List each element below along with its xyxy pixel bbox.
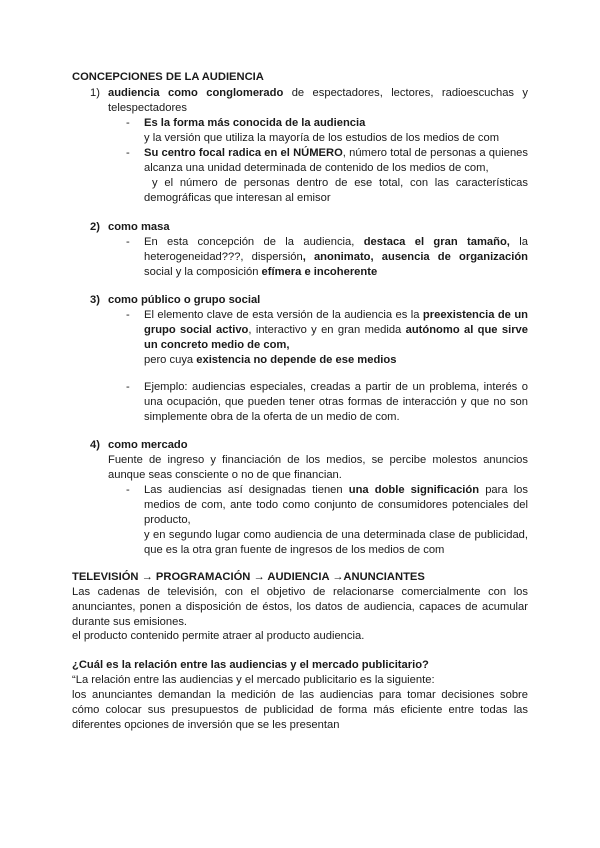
text-run: social y la composición: [144, 266, 262, 278]
section-3-bullet-1: [144, 308, 528, 368]
section-1-lead-rest: de espectadores, lectores, radioescuchas y telespectadores: [108, 87, 528, 114]
section-1-bullet-1-bold: Es la forma más conocida de la audiencia: [144, 117, 366, 129]
tv-heading: TELEVISIÓN → PROGRAMACIÓN → AUDIENCIA →ANUNCIANTES: [72, 571, 425, 583]
bold-run: existencia no depende de ese medios: [196, 354, 397, 366]
tv-paragraph-1: Las cadenas de televisión, con el objetivo de relacionarse comercialmente con los anunciantes, ponen a disposición de éstos, los datos de audiencia, capaces de acumular durante sus emisiones.: [72, 586, 528, 628]
bold-run: destaca el gran tamaño,: [363, 236, 510, 248]
section-1-bullet-2: [144, 146, 528, 206]
question-paragraph-2: los anunciantes demandan la medición de las audiencias para tomar decisiones sobre cómo colocar sus presupuestos de publicidad de forma más eficiente entre todas las diferentes opciones de inversión que se les presentan: [72, 689, 528, 731]
bold-run: , anonimato, ausencia de organización: [302, 251, 528, 263]
text-run: En esta concepción de la audiencia,: [144, 236, 364, 248]
section-1-bullet-2-cont: y el número de personas dentro de ese total, con las características demográficas que interesan al emisor: [144, 177, 528, 204]
text-run: la heterogeneidad???, dispersión: [144, 236, 528, 263]
bold-run: efímera e incoherente: [261, 266, 378, 278]
bullet-dash: -: [126, 309, 130, 321]
section-2-number: 2): [90, 221, 100, 233]
bold-run: preexistencia de un grupo social activo: [144, 309, 528, 336]
bullet-dash: -: [126, 147, 130, 159]
text-run: para los medios de com, ante todo como conjunto de consumidores potenciales del producto,: [144, 484, 528, 526]
text-run: El elemento clave de esta versión de la audiencia es la: [144, 309, 423, 321]
text-run: pero cuya: [144, 354, 197, 366]
section-4-number: 4): [90, 439, 100, 451]
bullet-dash: -: [126, 236, 130, 248]
bold-run: una doble significación: [348, 484, 480, 496]
section-4-paragraph: Fuente de ingreso y financiación de los medios, se percibe molestos anuncios aunque seas consciente o no de que financian.: [108, 454, 528, 481]
question-paragraph-1: “La relación entre las audiencias y el mercado publicitario es la siguiente:: [72, 674, 435, 686]
section-3-heading: como público o grupo social: [108, 294, 261, 306]
text-run: Las audiencias así designadas tienen: [144, 484, 349, 496]
section-2-bullet-1: [144, 235, 528, 280]
page-title: CONCEPCIONES DE LA AUDIENCIA: [72, 71, 264, 83]
bullet-dash: -: [126, 381, 130, 393]
tv-paragraph-2: el producto contenido permite atraer al producto audiencia.: [72, 630, 365, 642]
section-4-heading: como mercado: [108, 439, 188, 451]
text-run: y en segundo lugar como audiencia de una determinada clase de publicidad, que es la otra gran fuente de ingresos de los medios de com: [144, 529, 528, 556]
section-1-bullet-1-rest: y la versión que utiliza la mayoría de los estudios de los medios de com: [144, 132, 500, 144]
bullet-dash: -: [126, 484, 130, 496]
bold-run: autónomo al que sirve un concreto medio de com,: [144, 324, 528, 351]
section-3-number: 3): [90, 294, 100, 306]
section-2-heading: como masa: [108, 221, 170, 233]
section-1-bullet-2-bold: Su centro focal radica en el NÚMERO: [144, 147, 343, 159]
section-1-bullet-1: [144, 116, 528, 146]
text-run: , interactivo y en gran medida: [248, 324, 406, 336]
section-1-number: 1): [90, 87, 100, 99]
section-4-bullet-1: [144, 483, 528, 558]
section-1-lead: [108, 86, 528, 116]
bullet-dash: -: [126, 117, 130, 129]
section-1-lead-bold: audiencia como conglomerado: [108, 87, 284, 99]
section-3-bullet-2: Ejemplo: audiencias especiales, creadas a partir de un problema, interés o una ocupación, que pueden tener otras formas de interacción y que no son simplemente obra de la oferta de un medio de com.: [144, 381, 528, 423]
question-heading: ¿Cuál es la relación entre las audiencias y el mercado publicitario?: [72, 659, 429, 671]
section-1-bullet-2-rest: , número total de personas a quienes alcanza una unidad determinada de contenido de los medios de com,: [144, 147, 528, 174]
